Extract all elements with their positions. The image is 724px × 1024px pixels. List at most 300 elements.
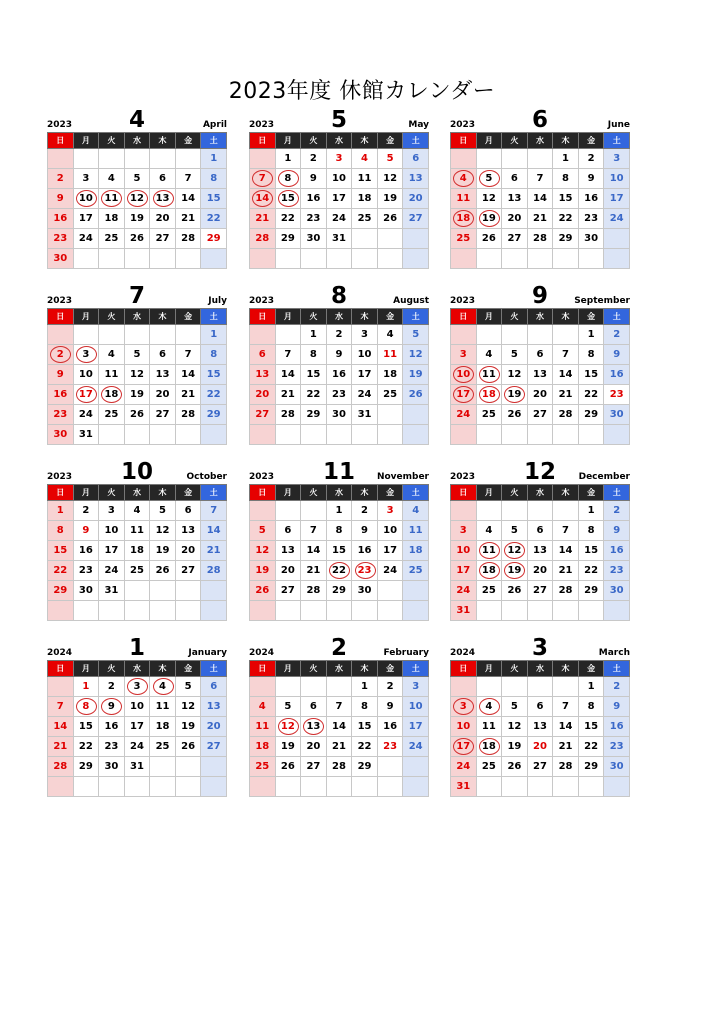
month-calendar xyxy=(249,108,429,269)
month-number: 3 xyxy=(531,635,548,661)
month-table xyxy=(249,484,429,621)
weekday-header: 土 xyxy=(604,661,630,677)
month-number: 4 xyxy=(128,107,145,133)
empty-cell xyxy=(250,777,276,797)
day-cell: 20 xyxy=(275,561,301,581)
empty-cell xyxy=(150,325,176,345)
day-cell: 8 xyxy=(73,697,99,717)
day-cell: 16 xyxy=(48,385,74,405)
day-cell: 31 xyxy=(451,777,477,797)
weekday-header: 火 xyxy=(502,661,528,677)
empty-cell xyxy=(201,581,227,601)
weekday-header: 木 xyxy=(352,133,378,149)
day-cell: 26 xyxy=(275,757,301,777)
empty-cell xyxy=(578,777,604,797)
day-cell: 26 xyxy=(502,405,528,425)
day-cell: 4 xyxy=(352,149,378,169)
day-cell: 25 xyxy=(150,737,176,757)
day-cell: 5 xyxy=(275,697,301,717)
day-cell: 12 xyxy=(275,717,301,737)
empty-cell xyxy=(476,425,502,445)
empty-cell xyxy=(553,601,579,621)
day-cell: 7 xyxy=(326,697,352,717)
day-cell: 24 xyxy=(124,737,150,757)
day-cell: 7 xyxy=(250,169,276,189)
day-cell: 29 xyxy=(578,405,604,425)
empty-cell xyxy=(175,757,201,777)
empty-cell xyxy=(352,249,378,269)
day-cell: 29 xyxy=(578,581,604,601)
day-cell: 20 xyxy=(150,385,176,405)
month-number: 5 xyxy=(330,107,347,133)
day-cell: 20 xyxy=(301,737,327,757)
weekday-header: 金 xyxy=(578,133,604,149)
weekday-header: 土 xyxy=(403,485,429,501)
day-cell: 20 xyxy=(527,561,553,581)
weekday-header: 水 xyxy=(527,133,553,149)
day-cell: 11 xyxy=(150,697,176,717)
month-name: July xyxy=(208,296,227,306)
day-cell: 30 xyxy=(604,581,630,601)
day-cell: 18 xyxy=(99,209,125,229)
day-cell: 4 xyxy=(403,501,429,521)
weekday-header: 水 xyxy=(326,133,352,149)
month-table xyxy=(450,660,630,797)
day-cell: 1 xyxy=(578,677,604,697)
day-cell: 24 xyxy=(73,405,99,425)
day-cell: 22 xyxy=(352,737,378,757)
month-table xyxy=(249,132,429,269)
day-cell: 8 xyxy=(326,521,352,541)
day-cell: 7 xyxy=(48,697,74,717)
month-year: 2023 xyxy=(249,296,275,306)
empty-cell xyxy=(377,425,403,445)
weekday-header: 月 xyxy=(73,661,99,677)
day-cell: 17 xyxy=(326,189,352,209)
day-cell: 23 xyxy=(48,229,74,249)
weekday-header: 月 xyxy=(476,485,502,501)
day-cell: 12 xyxy=(403,345,429,365)
empty-cell xyxy=(403,249,429,269)
day-cell: 5 xyxy=(175,677,201,697)
day-cell: 1 xyxy=(553,149,579,169)
day-cell: 24 xyxy=(99,561,125,581)
empty-cell xyxy=(301,249,327,269)
empty-cell xyxy=(124,149,150,169)
day-cell: 22 xyxy=(578,385,604,405)
day-cell: 10 xyxy=(451,541,477,561)
weekday-header: 土 xyxy=(201,661,227,677)
day-cell: 25 xyxy=(124,561,150,581)
day-cell: 8 xyxy=(201,345,227,365)
empty-cell xyxy=(124,601,150,621)
empty-cell xyxy=(175,325,201,345)
day-cell: 21 xyxy=(275,385,301,405)
weekday-header: 月 xyxy=(476,133,502,149)
day-cell: 26 xyxy=(403,385,429,405)
day-cell: 4 xyxy=(476,345,502,365)
empty-cell xyxy=(377,777,403,797)
empty-cell xyxy=(451,425,477,445)
empty-cell xyxy=(476,501,502,521)
day-cell: 17 xyxy=(403,717,429,737)
weekday-header: 火 xyxy=(301,485,327,501)
empty-cell xyxy=(326,677,352,697)
empty-cell xyxy=(250,501,276,521)
day-cell: 10 xyxy=(451,717,477,737)
day-cell: 24 xyxy=(377,561,403,581)
empty-cell xyxy=(275,425,301,445)
day-cell: 13 xyxy=(175,521,201,541)
day-cell: 10 xyxy=(73,189,99,209)
day-cell: 26 xyxy=(124,229,150,249)
day-cell: 13 xyxy=(502,189,528,209)
month-year: 2024 xyxy=(450,648,476,658)
weekday-header: 火 xyxy=(301,133,327,149)
day-cell: 15 xyxy=(73,717,99,737)
day-cell: 6 xyxy=(403,149,429,169)
weekday-header: 土 xyxy=(604,309,630,325)
empty-cell xyxy=(403,405,429,425)
empty-cell xyxy=(250,677,276,697)
day-cell: 11 xyxy=(99,189,125,209)
day-cell: 7 xyxy=(201,501,227,521)
month-number: 1 xyxy=(128,635,145,661)
day-cell: 1 xyxy=(578,325,604,345)
empty-cell xyxy=(99,325,125,345)
weekday-header: 土 xyxy=(201,309,227,325)
empty-cell xyxy=(502,325,528,345)
day-cell: 6 xyxy=(150,345,176,365)
day-cell: 14 xyxy=(527,189,553,209)
weekday-header: 木 xyxy=(553,485,579,501)
day-cell: 16 xyxy=(604,541,630,561)
day-cell: 16 xyxy=(578,189,604,209)
day-cell: 3 xyxy=(403,677,429,697)
day-cell: 9 xyxy=(604,345,630,365)
empty-cell xyxy=(403,601,429,621)
day-cell: 19 xyxy=(250,561,276,581)
day-cell: 12 xyxy=(377,169,403,189)
day-cell: 15 xyxy=(578,541,604,561)
month-name: June xyxy=(607,120,630,130)
empty-cell xyxy=(99,601,125,621)
day-cell: 27 xyxy=(150,405,176,425)
month-year: 2023 xyxy=(450,472,476,482)
weekday-header: 金 xyxy=(175,133,201,149)
day-cell: 10 xyxy=(604,169,630,189)
empty-cell xyxy=(326,601,352,621)
weekday-header: 日 xyxy=(451,133,477,149)
day-cell: 15 xyxy=(201,189,227,209)
day-cell: 31 xyxy=(99,581,125,601)
day-cell: 5 xyxy=(377,149,403,169)
day-cell: 18 xyxy=(352,189,378,209)
empty-cell xyxy=(275,249,301,269)
weekday-header: 月 xyxy=(73,133,99,149)
month-year: 2023 xyxy=(249,472,275,482)
weekday-header: 月 xyxy=(275,133,301,149)
day-cell: 12 xyxy=(476,189,502,209)
weekday-header: 日 xyxy=(451,661,477,677)
month-name: March xyxy=(598,648,630,658)
day-cell: 23 xyxy=(326,385,352,405)
empty-cell xyxy=(403,777,429,797)
day-cell: 3 xyxy=(451,521,477,541)
month-number: 6 xyxy=(531,107,548,133)
empty-cell xyxy=(476,601,502,621)
day-cell: 13 xyxy=(301,717,327,737)
weekday-header: 水 xyxy=(124,309,150,325)
day-cell: 12 xyxy=(150,521,176,541)
day-cell: 22 xyxy=(201,385,227,405)
day-cell: 29 xyxy=(201,229,227,249)
day-cell: 15 xyxy=(201,365,227,385)
day-cell: 24 xyxy=(451,405,477,425)
empty-cell xyxy=(578,249,604,269)
empty-cell xyxy=(48,601,74,621)
weekday-header: 金 xyxy=(175,661,201,677)
day-cell: 5 xyxy=(502,521,528,541)
month-calendar xyxy=(450,284,630,445)
empty-cell xyxy=(124,581,150,601)
day-cell: 1 xyxy=(48,501,74,521)
month-header xyxy=(450,108,630,132)
day-cell: 29 xyxy=(352,757,378,777)
empty-cell xyxy=(175,601,201,621)
day-cell: 21 xyxy=(250,209,276,229)
empty-cell xyxy=(476,249,502,269)
day-cell: 22 xyxy=(553,209,579,229)
weekday-header: 金 xyxy=(377,309,403,325)
day-cell: 8 xyxy=(553,169,579,189)
day-cell: 6 xyxy=(201,677,227,697)
weekday-header: 日 xyxy=(250,485,276,501)
day-cell: 22 xyxy=(275,209,301,229)
month-number: 10 xyxy=(120,459,153,485)
day-cell: 11 xyxy=(99,365,125,385)
day-cell: 3 xyxy=(377,501,403,521)
empty-cell xyxy=(250,249,276,269)
weekday-header: 火 xyxy=(99,485,125,501)
day-cell: 16 xyxy=(73,541,99,561)
month-calendar xyxy=(47,108,227,269)
empty-cell xyxy=(99,249,125,269)
day-cell: 2 xyxy=(604,325,630,345)
empty-cell xyxy=(124,249,150,269)
day-cell: 25 xyxy=(377,385,403,405)
day-cell: 22 xyxy=(48,561,74,581)
day-cell: 21 xyxy=(175,385,201,405)
month-table xyxy=(47,660,227,797)
day-cell: 14 xyxy=(201,521,227,541)
empty-cell xyxy=(73,249,99,269)
empty-cell xyxy=(553,677,579,697)
day-cell: 18 xyxy=(250,737,276,757)
empty-cell xyxy=(476,777,502,797)
day-cell: 9 xyxy=(377,697,403,717)
day-cell: 31 xyxy=(326,229,352,249)
empty-cell xyxy=(527,501,553,521)
empty-cell xyxy=(553,249,579,269)
day-cell: 16 xyxy=(604,365,630,385)
day-cell: 26 xyxy=(502,757,528,777)
empty-cell xyxy=(275,601,301,621)
day-cell: 8 xyxy=(578,521,604,541)
weekday-header: 火 xyxy=(301,661,327,677)
weekday-header: 水 xyxy=(326,309,352,325)
day-cell: 5 xyxy=(150,501,176,521)
day-cell: 9 xyxy=(48,189,74,209)
day-cell: 13 xyxy=(150,189,176,209)
day-cell: 3 xyxy=(73,345,99,365)
day-cell: 7 xyxy=(553,697,579,717)
day-cell: 20 xyxy=(502,209,528,229)
day-cell: 7 xyxy=(275,345,301,365)
day-cell: 15 xyxy=(578,365,604,385)
day-cell: 10 xyxy=(377,521,403,541)
empty-cell xyxy=(150,581,176,601)
empty-cell xyxy=(175,149,201,169)
day-cell: 28 xyxy=(175,405,201,425)
empty-cell xyxy=(48,149,74,169)
day-cell: 28 xyxy=(553,405,579,425)
day-cell: 13 xyxy=(201,697,227,717)
month-name: February xyxy=(383,648,429,658)
day-cell: 12 xyxy=(175,697,201,717)
day-cell: 21 xyxy=(48,737,74,757)
month-header xyxy=(249,460,429,484)
day-cell: 1 xyxy=(201,149,227,169)
month-year: 2023 xyxy=(47,120,73,130)
day-cell: 24 xyxy=(326,209,352,229)
weekday-header: 土 xyxy=(201,133,227,149)
day-cell: 5 xyxy=(403,325,429,345)
empty-cell xyxy=(352,425,378,445)
day-cell: 4 xyxy=(99,345,125,365)
day-cell: 12 xyxy=(502,541,528,561)
day-cell: 11 xyxy=(250,717,276,737)
weekday-header: 火 xyxy=(502,133,528,149)
weekday-header: 木 xyxy=(352,309,378,325)
day-cell: 22 xyxy=(326,561,352,581)
day-cell: 14 xyxy=(301,541,327,561)
day-cell: 8 xyxy=(201,169,227,189)
day-cell: 15 xyxy=(326,541,352,561)
day-cell: 29 xyxy=(201,405,227,425)
day-cell: 30 xyxy=(301,229,327,249)
day-cell: 17 xyxy=(604,189,630,209)
day-cell: 19 xyxy=(502,385,528,405)
day-cell: 22 xyxy=(578,737,604,757)
weekday-header: 木 xyxy=(553,309,579,325)
day-cell: 1 xyxy=(73,677,99,697)
day-cell: 8 xyxy=(275,169,301,189)
weekday-header: 日 xyxy=(250,133,276,149)
day-cell: 21 xyxy=(175,209,201,229)
weekday-header: 火 xyxy=(99,133,125,149)
month-name: September xyxy=(574,296,630,306)
weekday-header: 水 xyxy=(124,485,150,501)
day-cell: 24 xyxy=(451,757,477,777)
day-cell: 7 xyxy=(553,345,579,365)
empty-cell xyxy=(48,777,74,797)
empty-cell xyxy=(527,425,553,445)
empty-cell xyxy=(403,425,429,445)
day-cell: 2 xyxy=(73,501,99,521)
day-cell: 22 xyxy=(73,737,99,757)
day-cell: 4 xyxy=(250,697,276,717)
day-cell: 23 xyxy=(99,737,125,757)
day-cell: 3 xyxy=(326,149,352,169)
day-cell: 23 xyxy=(578,209,604,229)
day-cell: 25 xyxy=(250,757,276,777)
month-calendar xyxy=(47,460,227,621)
weekday-header: 木 xyxy=(553,133,579,149)
day-cell: 22 xyxy=(201,209,227,229)
weekday-header: 木 xyxy=(150,661,176,677)
day-cell: 17 xyxy=(451,737,477,757)
day-cell: 13 xyxy=(250,365,276,385)
empty-cell xyxy=(250,425,276,445)
weekday-header: 水 xyxy=(326,485,352,501)
day-cell: 19 xyxy=(124,385,150,405)
day-cell: 16 xyxy=(99,717,125,737)
empty-cell xyxy=(527,249,553,269)
day-cell: 13 xyxy=(403,169,429,189)
weekday-header: 月 xyxy=(73,485,99,501)
empty-cell xyxy=(326,777,352,797)
weekday-header: 水 xyxy=(527,485,553,501)
day-cell: 2 xyxy=(352,501,378,521)
day-cell: 17 xyxy=(451,561,477,581)
month-calendar xyxy=(450,460,630,621)
day-cell: 2 xyxy=(99,677,125,697)
day-cell: 14 xyxy=(48,717,74,737)
empty-cell xyxy=(124,777,150,797)
day-cell: 8 xyxy=(578,697,604,717)
day-cell: 10 xyxy=(326,169,352,189)
weekday-header: 土 xyxy=(604,133,630,149)
day-cell: 14 xyxy=(553,541,579,561)
day-cell: 30 xyxy=(352,581,378,601)
weekday-header: 日 xyxy=(48,661,74,677)
day-cell: 3 xyxy=(451,697,477,717)
month-table xyxy=(450,484,630,621)
day-cell: 30 xyxy=(604,405,630,425)
day-cell: 2 xyxy=(377,677,403,697)
day-cell: 27 xyxy=(150,229,176,249)
empty-cell xyxy=(326,425,352,445)
day-cell: 17 xyxy=(73,385,99,405)
day-cell: 11 xyxy=(476,541,502,561)
weekday-header: 日 xyxy=(250,309,276,325)
day-cell: 21 xyxy=(553,561,579,581)
day-cell: 10 xyxy=(352,345,378,365)
day-cell: 11 xyxy=(403,521,429,541)
weekday-header: 金 xyxy=(377,133,403,149)
day-cell: 23 xyxy=(377,737,403,757)
day-cell: 2 xyxy=(604,501,630,521)
weekday-header: 水 xyxy=(326,661,352,677)
weekday-header: 月 xyxy=(73,309,99,325)
empty-cell xyxy=(48,677,74,697)
day-cell: 18 xyxy=(150,717,176,737)
weekday-header: 土 xyxy=(201,485,227,501)
weekday-header: 金 xyxy=(175,485,201,501)
empty-cell xyxy=(527,777,553,797)
day-cell: 28 xyxy=(326,757,352,777)
